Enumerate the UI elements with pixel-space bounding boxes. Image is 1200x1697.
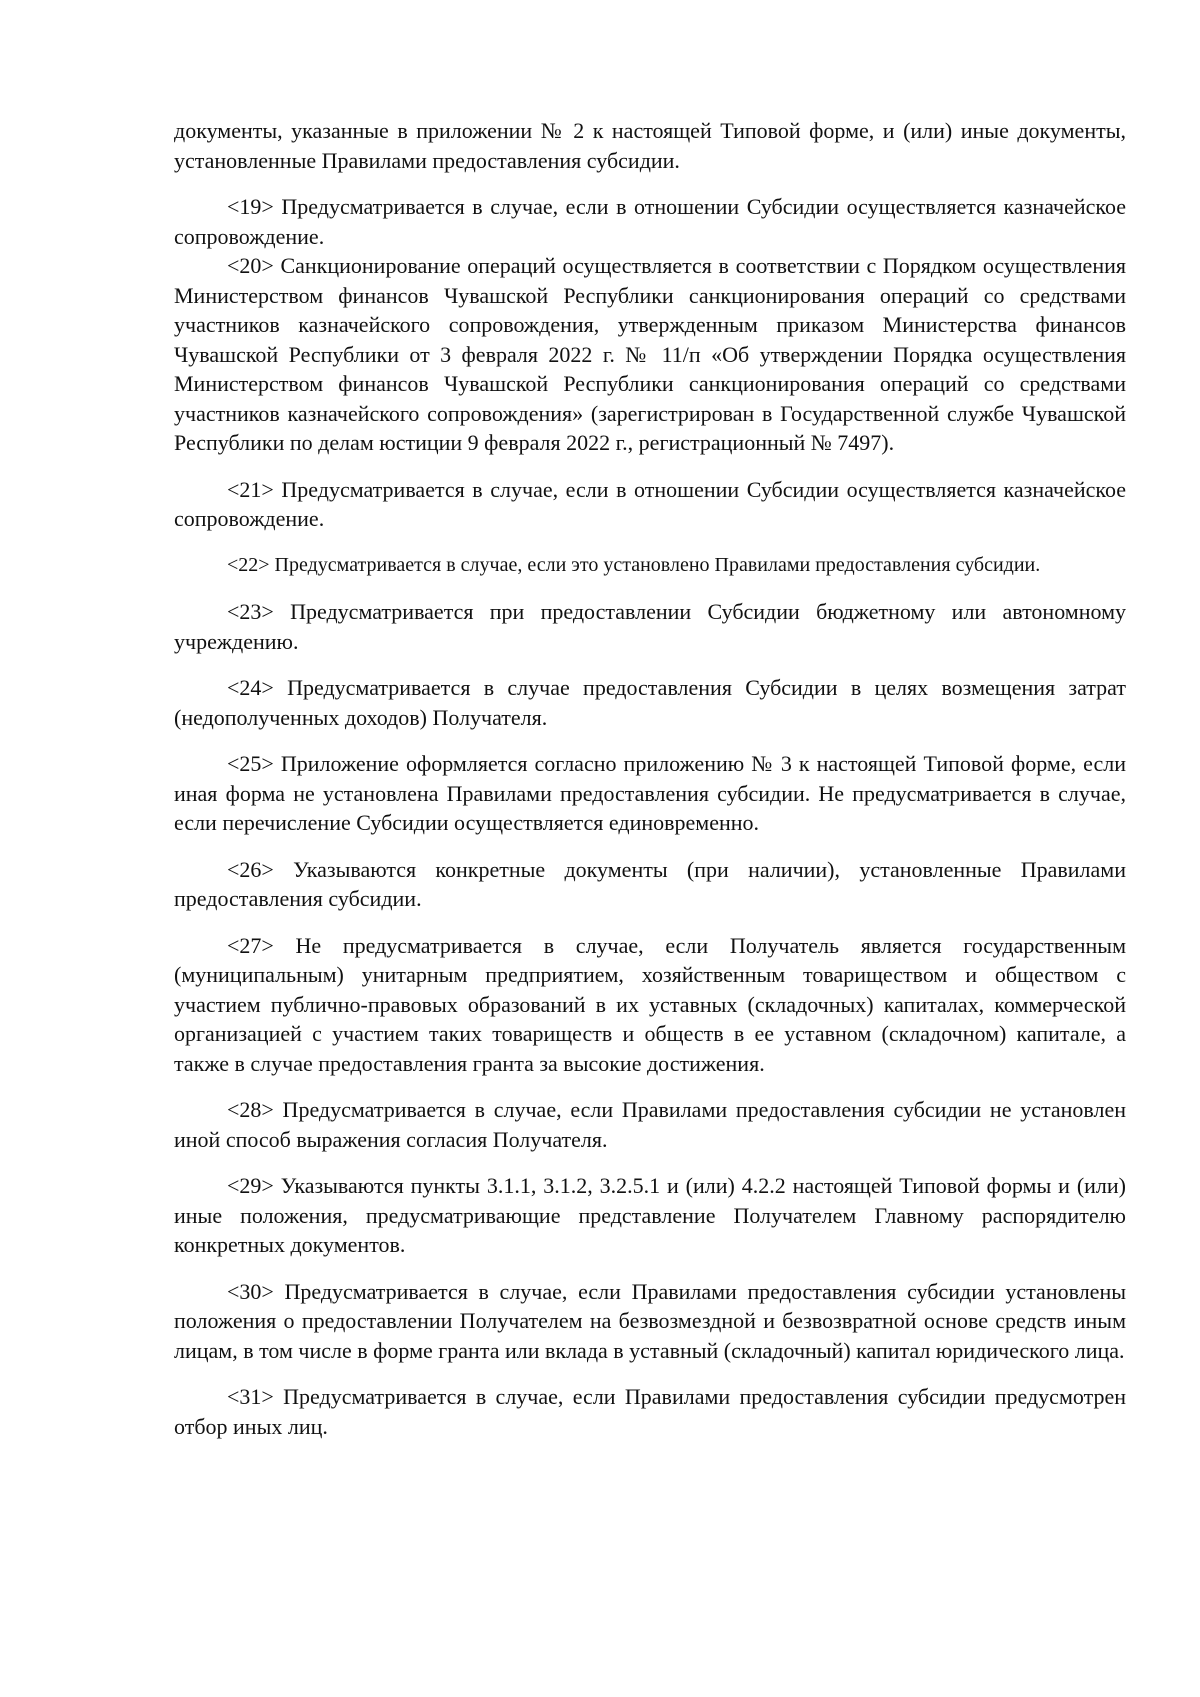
footnote-31: <31> Предусматривается в случае, если Правилами предоставления субсидии предусмотрен отбор иных лиц. xyxy=(174,1384,1126,1439)
footnote-20: <20> Санкционирование операций осуществляется в соответствии с Порядком осуществления Министерством финансов Чувашской Республики санкционирования операций со средствами участников казначейского сопровождения, утвержденным приказом Министерства финансов Чувашской Республики от 3 февраля 2022 г. № 11/п «Об утверждении Порядка осуществления Министерством финансов Чувашской Республики санкционирования операций со средствами участников казначейского сопровождения» (зарегистрирован в Государственной службе Чувашской Республики по делам юстиции 9 февраля 2022 г., регистрационный № 7497). xyxy=(174,253,1126,455)
footnote-28: <28> Предусматривается в случае, если Правилами предоставления субсидии не установлен иной способ выражения согласия Получателя. xyxy=(174,1097,1126,1152)
paragraph-continuation: документы, указанные в приложении № 2 к настоящей Типовой форме, и (или) иные документы, установленные Правилами предоставления субсидии. xyxy=(174,118,1126,173)
footnote-22: <22> Предусматривается в случае, если это установлено Правилами предоставления субсидии. xyxy=(227,553,1041,576)
footnote-23: <23> Предусматривается при предоставлении Субсидии бюджетному или автономному учреждению. xyxy=(174,599,1126,654)
footnote-27: <27> Не предусматривается в случае, если Получатель является государственным (муниципальным) унитарным предприятием, хозяйственным товариществом и обществом с участием публично-правовых образований в их уставных (складочных) капиталах, коммерческой организацией с участием таких товариществ и обществ в ее уставном (складочном) капитале, а также в случае предоставления гранта за высокие достижения. xyxy=(174,932,1126,1076)
document-page xyxy=(174,116,1126,1441)
footnote-26: <26> Указываются конкретные документы (при наличии), установленные Правилами предоставления субсидии. xyxy=(174,856,1126,911)
footnote-30: <30> Предусматривается в случае, если Правилами предоставления субсидии установлены положения о предоставлении Получателем на безвозмездной и безвозвратной основе средств иным лицам, в том числе в форме гранта или вклада в уставный (складочный) капитал юридического лица. xyxy=(174,1278,1126,1363)
footnote-29: <29> Указываются пункты 3.1.1, 3.1.2, 3.2.5.1 и (или) 4.2.2 настоящей Типовой формы и (или) иные положения, предусматривающие представление Получателем Главному распорядителю конкретных документов. xyxy=(174,1173,1126,1257)
footnote-24: <24> Предусматривается в случае предоставления Субсидии в целях возмещения затрат (недополученных доходов) Получателя. xyxy=(174,675,1126,730)
footnote-21: <21> Предусматривается в случае, если в отношении Субсидии осуществляется казначейское сопровождение. xyxy=(174,476,1126,531)
footnote-19: <19> Предусматривается в случае, если в отношении Субсидии осуществляется казначейское сопровождение. xyxy=(174,194,1126,249)
footnote-25: <25> Приложение оформляется согласно приложению № 3 к настоящей Типовой форме, если иная форма не установлена Правилами предоставления субсидии. Не предусматривается в случае, если перечисление Субсидии осуществляется единовременно. xyxy=(174,751,1126,835)
